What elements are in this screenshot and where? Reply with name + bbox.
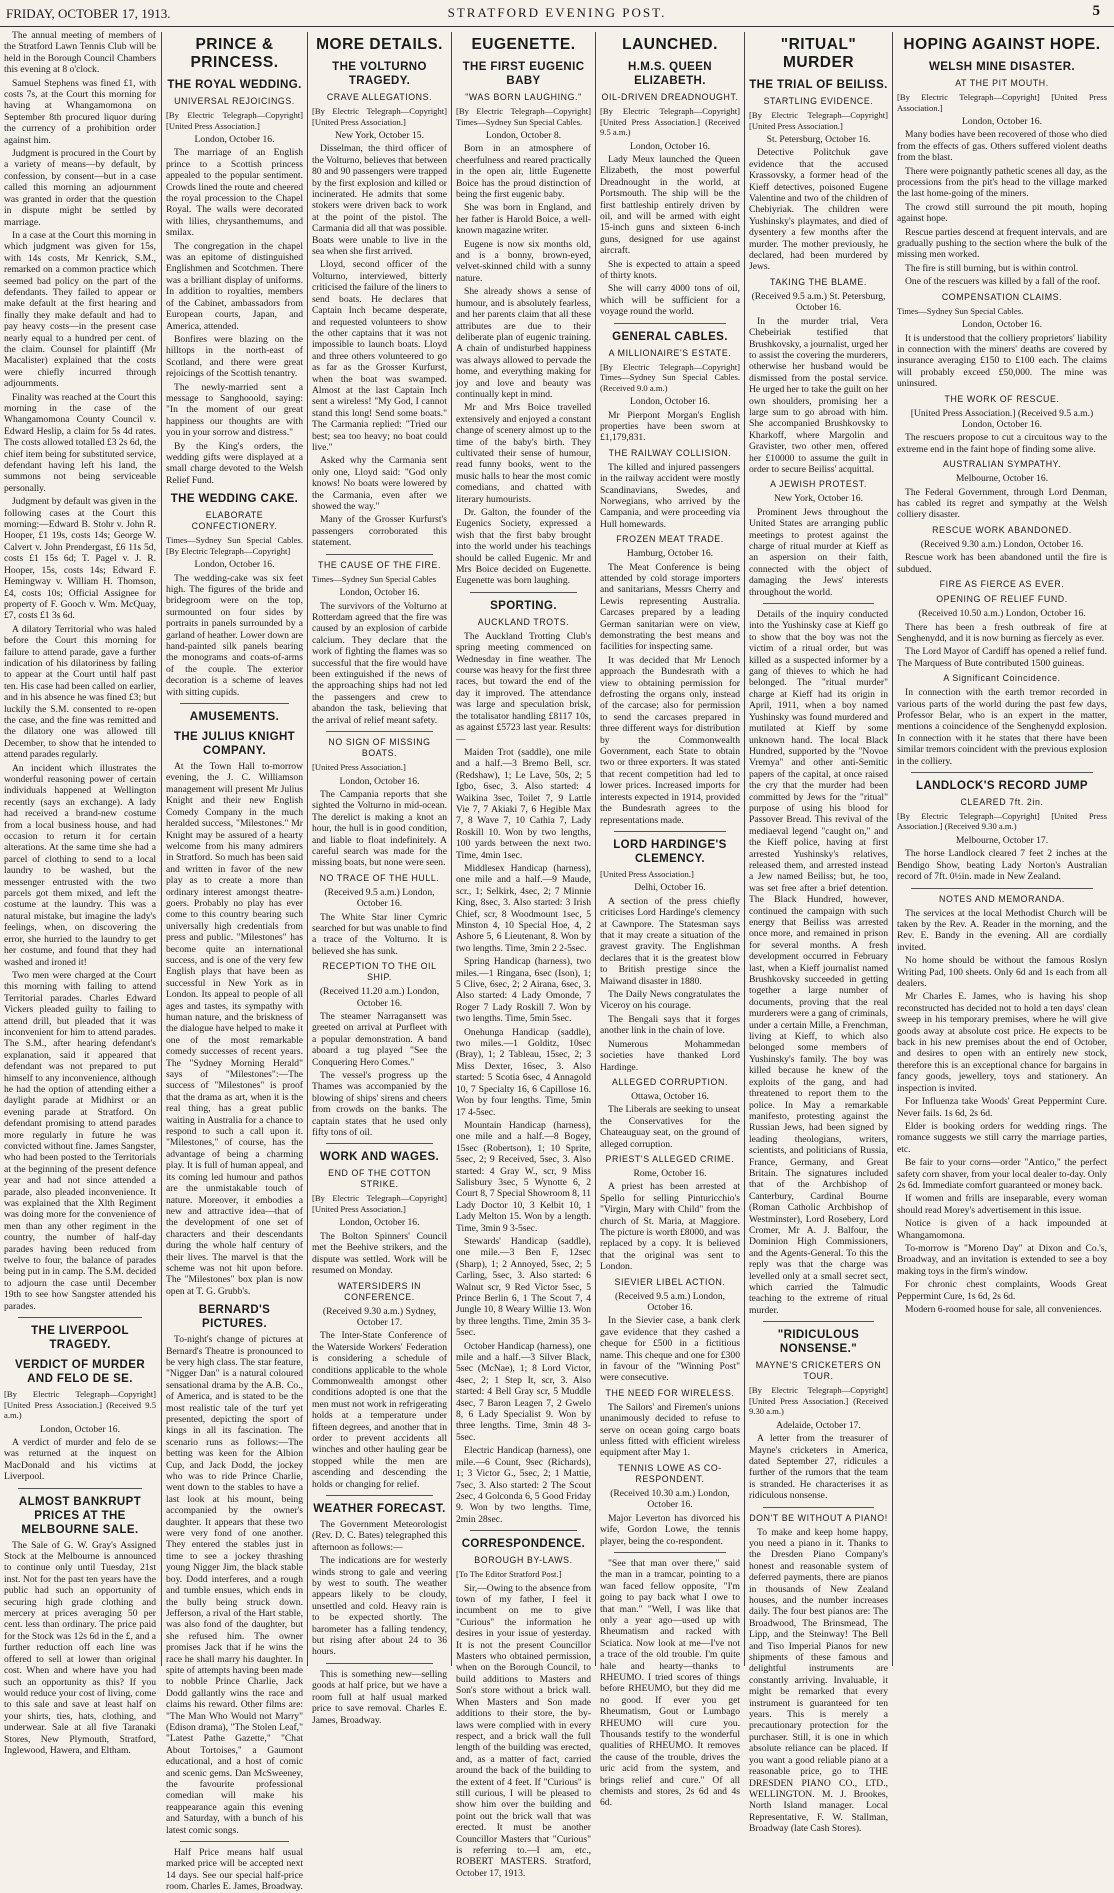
subheading-small: AUCKLAND TROTS. <box>477 616 570 627</box>
paragraph: Stewards' Handicap (saddle), one mile.—3 Ben F, 12sec (Sharp), 1; 2 Annoyed, 5sec, 2; 5 Carling, 5sec, 3. Also started: 6 Walnut scr, 9 Red Victor 5sec, 5 Prince Berlin 6, 1 The Scout 7, 4 Jungle 10, 8 Weary Willie 13. Won by three lengths. Time, 2min 35 3-5sec. <box>456 1235 591 1339</box>
dateline: Melbourne, October 16. <box>955 473 1049 485</box>
paragraph: The killed and injured passengers in the railway accident were mostly Scandinavians, Swedes, and Norwegians, who arrived by the Campania, and were proceeding via Hull homewards. <box>600 461 740 530</box>
paragraph: Mr Charles E. James, who is having his shop reconstructed has decided not to hold a ten days' clean sweep in his temporary premises, where he will give goods away at absolute cost price. He expects to be back in his new premises about the end of October, and desires to open with an entirely new stock, therefore this is an exceptional chance for bargains in fancy goods, jewellery, toys and stationery. An inspection is invited. <box>897 991 1107 1094</box>
subheading-small: STARTLING EVIDENCE. <box>763 96 874 106</box>
section-heading: SPORTING. <box>490 599 557 612</box>
column-3 <box>308 30 451 1726</box>
paragraph: The Lord Mayor of Cardiff has opened a relief fund. The Marquess of Bute contributed 1500 guineas. <box>897 646 1107 669</box>
paragraph: For chronic chest complaints, Woods Great Peppermint Cure, 1s 6d, 2s 6d. <box>897 1279 1107 1302</box>
subheading-small: END OF THE COTTON STRIKE. <box>328 1168 431 1190</box>
column-1 <box>0 30 160 1756</box>
dateline: London, October 16. <box>40 1423 120 1435</box>
paragraph: For Influenza take Woods' Great Peppermint Cure. Never fails. 1s 6d, 2s 6d. <box>897 1096 1107 1119</box>
cable-credit: [By Electric Telegraph—Copyright] [United Press Association.] (Received 9.30 a.m.) <box>897 810 1107 832</box>
page-number: 5 <box>1092 3 1100 19</box>
article-divider <box>911 888 1093 889</box>
subheading: THE FIRST EUGENIC BABY <box>462 61 585 87</box>
dateline: (Received 9.30 a.m.) London, October 16. <box>920 538 1084 550</box>
paragraph: The Inter-State Conference of the Waterside Workers' Federation is considering a schedule of conditions applicable to the whole Commonwealth amongst other conditions adopted is one that the men must not work in refrigerating holds at a temperature under fifteen degrees, and another that in order to prevent accidents all winches and other hauling gear be stopped while the men are ascending and descending the holds or changing for relief. <box>312 1330 447 1490</box>
paragraph: No home should be without the famous Roslyn Writing Pad, 100 sheets. Only 6d and 1s each from all dealers. <box>897 955 1107 990</box>
paragraph: A letter from the treasurer of Mayne's cricketers in America, dated September 27, ridicules a further of the rumors that the team is stranded. He characterises it as ridiculous nonsense. <box>749 1433 888 1502</box>
paragraph: The rescuers propose to cut a circuitous way to the extreme end in the faint hope of finding some alive. <box>897 432 1107 455</box>
cable-credit: [By Electric Telegraph—Copyright] Times—Sydney Sun Special Cables. (Received 9.0 a.m.) <box>600 361 740 393</box>
paragraph: The Auckland Trotting Club's spring meeting commenced on Wednesday in fine weather. The course was heavy for the first three races, but toward the end of the day it improved. The attendance was large and speculation brisk, the totalisator handling £8117 10s, as against £5723 last year. Results:— <box>456 630 591 745</box>
paragraph: The Sale of G. W. Gray's Assigned Stock at the Melbourne is announced to continue only until Tuesday, 21st inst. Not for the past ten years have the public had such an opportunity of securing high grade clothing and mercery at prices averaging 50 per cent. less than ordinary. The price paid for the Stock was 12s 6d in the £, and a further reduction off each line was offered to sell at lower than original cost. When and where have you had such an opportunity as this? If you would reduce your cost of living, come to this sale and save at least half on your shirts, ties, hats, clothing, and underwear. Sale at all five Taranaki Stores, New Plymouth, Stratford, Inglewood, Hawera, and Eltham. <box>4 1539 156 1756</box>
subheading-small: THE CAUSE OF THE FIRE. <box>317 559 441 570</box>
subheading-small: CLEARED 7ft. 2in. <box>960 796 1044 807</box>
paragraph: The Bolton Spinners' Council met the Beehive strikers, and the dispute was settled. Work will be resumed on Monday. <box>312 1230 447 1277</box>
column-rule <box>892 32 893 1666</box>
article-divider <box>326 731 433 732</box>
subheading: LORD HARDINGE'S CLEMENCY. <box>613 838 727 865</box>
cable-credit: [By Electric Telegraph—Copyright] [United Press Association.] <box>312 106 447 127</box>
paragraph: Dr. Galton, the founder of the Eugenics Society, expressed a wish that the first baby brought into the world under his teachings should be called Eugenic. Mr and Mrs Boice decided on Eugenette. Eugenette was born laughing. <box>456 507 591 587</box>
paragraph: Onehunga Handicap (saddle), two miles.—1 Golditz, 10sec (Bray), 1; 2 Tableau, 15sec, 2; 3 Miss Dexter, 16sec, 3. Also started: 5 Scotia 6sec, 4 Annagold 10, 7 Specialty 16, 6 Capillose 16. Won by four lengths. Time, 5min 17 4-5sec. <box>456 1026 591 1118</box>
paragraph: She was born in England, and her father is Harold Boice, a well-known magazine writer. <box>456 202 591 237</box>
dateline: London, October 16. <box>339 1217 420 1229</box>
subheading-small: NO TRACE OF THE HULL. <box>319 872 440 883</box>
subheading-small: AT THE PIT MOUTH. <box>955 78 1049 88</box>
headline: "RITUAL" MURDER <box>780 36 857 71</box>
paragraph: Prominent Jews throughout the United States are arranging public meetings to protest against the charge of ritual murder at Kieff as an aspersion on their faith, connected with the object of damaging the Jews' interests throughout the world. <box>749 506 888 598</box>
paragraph: In the murder trial, Vera Chebeiriak testified that Brushkovsky, a journalist, urged her to assist the covering the murderers, otherwise her husband would be dismissed from the postal service. He urged her to take the guilt on her own shoulders, promising her a large sum to go abroad with him. She accompanied Brushkovsky to Kharkoff, where Margolin and Gravister, two other men, offered her £10000 to assume the guilt in order to secure Beiliss' acquittal. <box>749 315 888 475</box>
article-divider <box>326 1143 433 1144</box>
paragraph: Mountain Handicap (harness), one mile and a half.—8 Bogey, 15sec (Robertson), 1; 10 Sprite, 5sec, 2; 9 Received, 5sec, 3. Also started: 4 Gray W., scr, 9 Miss Salisbury 3sec, 5 Wynotte 6, 2 Court 8, 7 Special Showroom 8, 11 Lady Doctor 10, 3 Kelbit 10, 1 Lady Melton 15. Won by a length. Time, 3min 9 3-5sec. <box>456 1119 592 1234</box>
cable-credit: [United Press Association.] <box>312 762 406 772</box>
article-divider <box>763 603 874 604</box>
article-divider <box>763 1321 874 1322</box>
dateline: Ottawa, October 16. <box>631 1090 709 1102</box>
section-heading: THE ROYAL WEDDING. <box>167 79 302 91</box>
paragraph: It is understood that the colliery proprietors' liability in connection with the miners' deaths are covered by insurance averaging £150 to £100 each. The claims will probably exceed £50,000. The mine was uninsured. <box>897 332 1107 390</box>
dateline: (Received 9.5 a.m.) St. Petersburg, October 16. <box>751 290 886 314</box>
article-divider <box>326 554 433 555</box>
paragraph: In the Sievier case, a bank clerk gave evidence that they cashed a cheque for £500 in a fictitious name. This cheque and one for £300 in favour of the "Winning Post" were consecutive. <box>600 1315 740 1384</box>
paragraph: The annual meeting of members of the Stratford Lawn Tennis Club will be held in the Borough Council Chambers this evening at 8 o'clock. <box>4 30 156 76</box>
paragraph: The vessel's progress up the Thames was accompanied by the blowing of ships' sirens and cheers from crowds on the banks. The captain states that he used only fifty tons of oil. <box>312 1070 447 1139</box>
paragraph: Judgment is procured in the Court by a variety of means—by default, by confession, by consent—but in a case called this morning an adjournment was granted in order that the question in dispute might be settled by marriage. <box>4 148 156 228</box>
dateline: Delhi, October 16. <box>634 882 706 894</box>
paragraph: Rescue work has been abandoned until the fire is subdued. <box>897 552 1107 575</box>
paragraph: Judgment by default was given in the following cases at the Court this morning:—Edward B. Stohr v. John R. Hooper, £1 19s, costs 14s; George W. Calvert v. John Prendergast, £6 11s 5d, costs £1 15s 6d; T. Pagel v. J. R. Hooper, 15s, costs 14s; Edward F. Hemingway v. William H. Thomson, £4, costs 10s; Official Assignee for property of F. Gooch v. Wm. McQuay, £7, costs £1 3s 6d. <box>4 496 156 622</box>
paragraph: There has been a fresh outbreak of fire at Senghenydd, and it is now burning as fiercely as ever. <box>897 621 1107 644</box>
paragraph: The horse Landlock cleared 7 feet 2 inches at the Bendigo Show, beating Lady Norton's Australian record of 7ft. 0½in. made in New Zealand. <box>897 848 1107 883</box>
article-divider <box>326 1663 433 1664</box>
subheading-small: COMPENSATION CLAIMS. <box>941 291 1063 302</box>
paragraph: There were poignantly pathetic scenes all day, as the processions from the pit's head to the village marked the last home-going of the miners. <box>897 165 1107 200</box>
paragraph: She already shows a sense of humour, and is absolutely fearless, and her parents claim that all these attributes are due to their deliberate plan of eugenic training. A chain of undisturbed happiness was always allowed to pervade the home, and everything making for joy and love and beauty was continually kept in mind. <box>456 286 591 400</box>
subheading: WELSH MINE DISASTER. <box>928 61 1075 73</box>
dateline: (Received 11.20 a.m.) London, October 16. <box>319 986 440 1009</box>
section-heading: WEATHER FORECAST. <box>313 1503 446 1515</box>
subheading-small: OIL-DRIVEN DREADNOUGHT. <box>601 92 739 102</box>
dateline: London, October 16. <box>339 775 420 787</box>
paragraph: Asked why the Carmania sent only one, Lloyd said: "God only knows! No boats were lowered by the Carmania, even after we showed the way." <box>312 455 447 512</box>
cable-credit: [By Electric Telegraph—Copyright] [United Press Association.] (Received 9.5 a.m.) <box>4 1389 156 1421</box>
cable-credit: Times—Sydney Sun Special Cables. [By Electric Telegraph—Copyright] <box>166 535 303 556</box>
headline: EUGENETTE. <box>471 36 576 53</box>
paragraph: The crowd still surround the pit mouth, hoping against hope. <box>897 201 1107 225</box>
paragraph: Electric Handicap (harness), one mile.—6 Count, 9sec (Richards), 1; 3 Victor G., 5sec, 2; 1 Mattie, 7sec, 3. Also started: 2 The Scout 2sec, 4 Golconda 6, 5 Good Friday 9. Won by two lengths. Time, 2min 28sec. <box>456 1445 591 1525</box>
subheading-small: A Significant Coincidence. <box>943 673 1061 684</box>
paragraph: Elder is booking orders for wedding rings. The romance suggests we still carry the marriage parties, etc. <box>897 1120 1107 1155</box>
cable-credit: Times—Sydney Sun Special Cables <box>312 573 437 584</box>
subheading-small: NO SIGN OF MISSING BOATS. <box>328 737 431 758</box>
column-2 <box>162 30 307 1893</box>
subheading: BERNARD'S PICTURES. <box>198 1304 271 1331</box>
subheading-small: SIEVIER LIBEL ACTION. <box>614 1276 726 1287</box>
paragraph: Lloyd, second officer of the Volturno, interviewed, bitterly criticised the failure of the liners to send boats. He declares that Captain Inch became desperate, and requested volunteers to show the other captains that it was not impossible to launch boats. Lloyd and three others volunteered to go as far as the Grosser Kurfurst, when the boat was swamped. Almost at the last Captain Inch sent a wireless! "My God, I cannot stand this long! Send some boats." The Carmania replied: "Tried our best; sea too heavy; no boat could live." <box>312 259 447 453</box>
subheading: THE WEDDING CAKE. <box>170 493 299 506</box>
subheading-small: TAKING THE BLAME. <box>770 276 867 287</box>
paragraph: Bonfires were blazing on the hilltops in the north-east of Scotland, and there were great rejoicings of the Scottish tenantry. <box>166 333 303 380</box>
subheading-small: THE WORK OF RESCUE. <box>944 393 1060 404</box>
cable-credit: [By Electric Telegraph—Copyright] [United Press Association.] (Received 9.30 a.m.) <box>749 1385 888 1417</box>
subheading-small: THE NEED FOR WIRELESS. <box>605 1387 735 1398</box>
headline: LAUNCHED. <box>622 36 718 53</box>
paragraph: Numerous Mohammedan societies have thanked Lord Hardinge. <box>600 1038 740 1073</box>
newspaper-title: STRATFORD EVENING POST. <box>447 5 667 20</box>
subheading-small: BOROUGH BY-LAWS. <box>474 1555 573 1566</box>
paragraph: In connection with the earth tremor recorded in various parts of the world during the past few days, Professor Belar, who is an expert in the matter, mentions a coincidence of the Senghenydd explosion. In connection with it he states that there have been similar tremors coincident with the previous explosion in the colliery. <box>897 687 1107 767</box>
column-rule <box>451 32 452 1666</box>
issue-date: FRIDAY, OCTOBER 17, 1913. <box>6 6 171 21</box>
paragraph: An incident which illustrates the wonderful reasoning power of certain individuals happened at Wellington recently (says an exchange). A lady had received a brand-new costume from a local business house, and had occasion to return it for certain alterations. At the same time she had a parcel of clothing to send to a local laundry to be washed, but the messenger entrusted with the two parcels got them mixed, and left the costume at the laundry. This was a natural mistake, but imagine the lady's feelings, when, on discovering the error, she hurried to the laundry to get her costume, and found that they had washed and ironed it! <box>4 762 156 968</box>
paragraph: To-night's change of pictures at Bernard's Theatre is pronounced to be very high class. The star feature, "Nigger Dan" is a natural coloured sensational drama by the A.B. Co., of America, and is stated to be the most realistic tale of the turf yet presented, depicting the sport of kings in all its fascination. The scenario runs as follows:—The betting was keen for the Albion Cup, and Jack Dodd, the jockey who was to ride Prince Charlie, went down to the stables to have a last look at his mount, being accompanied by the owner's daughter. It appears that these two were very fond of one another. They entered the stables just in time to see a jockey thrashing young Nigger Jim, the black stable boy. Dodd interferes, and a rough and tumble ensues, which ends in the bully being struck down. Jefferson, a rival of the Hart stable, was also fond of the daughter, but she refused him. The owner promises Jack that if he wins the race he shall marry his daughter. In spite of attempts having been made to nobble Prince Charlie, Jack Dodd gallantly wins the race and claims his reward. Other films are: "The Man Who Would not Marry" (Edison drama), "The Stolen Leaf," "Latest Pathe Gazette," "Chat About Tortoises," a Gaumont educational, and a host of comic and scenic gems. Dan McSweeney, the favourite professional comedian will make his reappearance again this evening and Saturday, with a bunch of his latest comic songs. <box>166 1334 303 1836</box>
dateline: London, October 16. <box>339 587 420 599</box>
dateline: Rome, October 16. <box>633 1167 707 1179</box>
subheading-small: DON'T BE WITHOUT A PIANO! <box>749 1512 888 1523</box>
paragraph: The Liberals are seeking to unseat the Conservatives for the Chateauguay seat, on the ground of alleged corruption. <box>600 1104 740 1150</box>
dateline: New York, October 16. <box>774 493 863 505</box>
paragraph: The Federal Government, through Lord Denman, has cabled its regret and sympathy at the Welsh colliery disaster. <box>897 486 1107 521</box>
cable-credit: Times—Sydney Sun Special Cables. <box>897 305 1024 316</box>
dateline: (Received 10.30 a.m.) London, October 16. <box>610 1487 730 1511</box>
subheading: THE VOLTURNO TRAGEDY. <box>332 61 427 87</box>
paragraph: If women and frills are inseparable, every woman should read Morey's advertisement in this issue. <box>897 1193 1107 1216</box>
article-divider <box>326 1495 433 1496</box>
paragraph: The survivors of the Volturno at Rotterdam agreed that the fire was caused by an explosion of carbide calcium. They declare that the work of fighting the flames was so successful that the fire would have been extinguished if the news of the approaching ships had not led the passengers and crew to abandon the task, believing that the arrival of relief meant safety. <box>312 600 447 726</box>
subheading-small: "WAS BORN LAUGHING." <box>465 92 582 102</box>
dateline: Melbourne, October 17. <box>955 834 1049 846</box>
dateline: (Received 9.5 a.m.) London, October 16. <box>614 1290 726 1313</box>
cable-credit: [By Electric Telegraph—Copyright] [United Press Association.] <box>312 1193 447 1214</box>
paragraph: Detective Politchuk gave evidence that the accused Krassovsky, a former head of the Kieff detectives, poisoned Eugene Valentine and two of the children of Chebiyriak. The children were Yushinsky's playmates, and died of dysentery a few months after the murder. The mother previously, he declared, had been murdered by Jews. <box>749 147 888 273</box>
paragraph: Lady Meux launched the Queen Elizabeth, the most powerful Dreadnought in the world, at Portsmouth. The ship will be the first battleship entirely driven by oil, and will be armed with eight 15-inch guns and sixteen 6-inch guns, designed for use against aircraft. <box>600 153 740 257</box>
section-heading: WORK AND WAGES. <box>319 1151 440 1164</box>
paragraph: A section of the press chiefly criticises Lord Hardinge's clemency at Cawnpore. The Statesman says that it may create a situation of the gravest gravity. The Englishman declares that it is the greatest blow to British prestige since the Maiwand disaster in 1880. <box>600 895 740 987</box>
column-rule <box>161 32 162 1666</box>
dateline: [United Press Association.] (Received 9.5 a.m.) London, October 16. <box>910 407 1094 431</box>
paragraph: Major Leverton has divorced his wife, Gordon Lowe, the tennis player, being the co-respondent. <box>600 1512 740 1547</box>
paragraph: To-morrow is "Moreno Day" at Dixon and Co.'s, Broadway, and an invitation is extended to see a boy making toys in the firm's window. <box>897 1242 1107 1277</box>
paragraph: She will carry 4000 tons of oil, which will be sufficient for a voyage round the world. <box>600 283 740 318</box>
dateline: (Received 10.50 a.m.) London, October 16. <box>918 608 1086 620</box>
subheading: THE TRIAL OF BEILISS. <box>749 79 888 91</box>
paragraph: The congregation in the chapel was an epitome of distinguished Englishmen and Scotchmen. There was a brilliant display of uniforms. In addition to royalties, members of the Cabinet, ambassadors from European courts, Japan, and America, attended. <box>166 240 303 332</box>
column-4 <box>452 30 595 1879</box>
article-divider <box>180 1841 289 1842</box>
paragraph: The Bengali says that it forges another link in the chain of love. <box>600 1013 740 1037</box>
column-rule <box>595 32 596 1666</box>
subheading: GENERAL CABLES. <box>612 330 728 343</box>
article-divider <box>763 1507 874 1508</box>
dateline: London, October 16. <box>630 140 710 152</box>
paragraph: Spring Handicap (harness), two miles.—1 Ringana, 6sec (Ison), 1; 5 Clive, 6sec, 2; 2 Airana, 6sec, 3. Also started: 4 Lady Omonde, 7 Roger 7 Lady Roskill 7. Won by two lengths. Time, 5min 5sec. <box>456 956 591 1025</box>
paragraph: Modern 6-roomed house for sale, all conveniences. <box>905 1304 1102 1315</box>
dateline: (Received 9.5 a.m.) London, October 16. <box>324 886 435 910</box>
paragraph: October Handicap (harness), one mile and a half.—3 Silver Black, 5sec (McNae), 1; 8 Lord Victor, 4sec, 2; 1 Step It, scr, 3. Also started: 4 Bell Gray scr, 5 Muddle 4sec, 7 Baron Leagen 7, 2 Gwelo 8, 6 Lady Specialist 9. Won by three lengths. Time, 3min 48 3-5sec. <box>456 1340 591 1443</box>
subheading-small: OPENING OF RELIEF FUND. <box>936 594 1068 605</box>
paragraph: Many bodies have been recovered of those who died from the effects of gas. Others suffered violent deaths from the blast. <box>897 129 1107 164</box>
column-5 <box>596 30 744 1809</box>
headline: PRINCE & PRINCESS. <box>190 36 279 71</box>
paragraph: It was decided that Mr Lenoch approach the Bundesrath with a view to obtaining permission for defrosting the organs only, instead of the carcase; also for permission to send the carcases prepared in three different ways for distribution by the Commonwealth Government, each State to obtain two or three exporters. It was stated that recent competition had led to lower prices. Increased imports for interests expected in 1914, provided the Bundesrath agrees to the representations made. <box>600 654 740 826</box>
paragraph: The marriage of an English prince to a Scottish princess appealed to the popular sentiment. Crowds lined the route and cheered the royal procession to the Chapel Royal. The walls were decorated with lilies, chrysanthemums, and smilax. <box>166 147 303 239</box>
paragraph: Details of the inquiry conducted into the Yushinsky case at Kieff go to show that the boy was not the victim of a ritual order, but was killed as a suspected informer by a gang of thieves to which he had belonged. The "ritual murder" charge at Kieff had its origin in April, 1911, when a boy named Yushinsky was found murdered and mutilated at Kieff by some unknown hand. The local Black Hundred, supported by the "Novoe Vremya" and other anti-Semitic papers of the capital, at once raised the cry that the murder had been committed by Jews for the "ritual" purpose of using his blood for Passover Bread. This revival of the mediaeval legend "caught on," and the Kieff police, having at first arrested Yushinsky's relatives, released them, and arrested instead a Jew named Beiliss; but, he too, was set free after a brief detention. The Black Hundred, however, continued the campaign with such energy that Beiliss was arrested once more, and remained in prison for several months. A fresh development occurred in February last, when a Kieff journalist named Brushkovsky succeeded in getting together a large number of documents, proving that the real murderers were a gang of criminals, under a certain Mille, a Frenchman, living at Kieff, to which also belonged some members of Yushinsky's family. The boy was killed because he knew of the exploits of the gang, and had threatened to report them to the police. In May a remarkable manifesto, protesting against the Russian Jews, had been signed by leading theologians, writers, scientists, and politicians of Russia, France, Germany, and Great Britain. The signatures included that of the Archbishop of Canterbury, Cardinal Bourne (Roman Catholic Archbishop of Westminster), Lord Rosebery, Lord Cromer, Mr A. J. Balfour, the Dominion High Commissioners, and the Agents-General. To this the reply was that the charge was levelled only at a small secret sect, which carried the Talmudic teaching to the extreme of ritual murder. <box>749 609 888 1316</box>
paragraph: The Government Meteorologist (Rev. D. C. Bates) telegraphed this afternoon as follows:— <box>312 1519 447 1553</box>
article-divider <box>911 772 1093 773</box>
cable-credit: [By Electric Telegraph—Copyright] [United Press Association.] (Received 9.5 a.m.) <box>600 106 740 137</box>
paragraph: The indications are for westerly winds strong to gale and veering by west to south. The weather appears likely to be cloudy, unsettled and cold. Heavy rain is to be expected shortly. The barometer has a falling tendency, but rising after about 24 to 36 hours. <box>312 1555 447 1658</box>
dateline: London, October 16. <box>962 319 1042 331</box>
subheading-small: AUSTRALIAN SYMPATHY. <box>942 459 1062 470</box>
paragraph: Mr Pierpont Morgan's English properties have been sworn at £1,179,831. <box>600 409 740 444</box>
paragraph: The Daily News congratulates the Viceroy on his courage. <box>600 989 740 1012</box>
subheading-small: UNIVERSAL REJOICINGS. <box>174 96 295 106</box>
subheading: VERDICT OF MURDER AND FELO DE SE. <box>14 1359 146 1386</box>
subheading-small: A JEWISH PROTEST. <box>770 479 867 490</box>
paragraph: Rescue parties descend at frequent intervals, and are gradually pushing to the section where the bulk of the missing men worked. <box>897 226 1107 261</box>
paragraph: At the Town Hall to-morrow evening, the J. C. Williamson management will present Mr Julius Knight and their new English Comedy Company in the much heralded success, "Milestones." Mr Knight may be assured of a hearty welcome from his many admirers in Stratford. So much has been said and written in favor of the new play as to create a more than ordinary interest amongst theatre-goers. Probably no play has ever come to this country bearing such universally high credentials from press and public. "Milestones" has become quite an international success, and is one of the very few English plays that have been as successful in New York as in London. Its appeal to people of all ages and tastes, its sympathy with human nature, and the briskness of the dialogue have helped to make it one of the most remarkable comedy successes of recent years. The "Sydney Morning Herald" says of "Milestones":—The success of "Milestones" is proof that the drama as art, when it is the real thing, has a great public waiting in Australia for a chance to respond to such a call upon it. "Milestones," of course, has the advantage of being a charming play. It is full of human appeal, and its coming led humour and pathos are the unmistakable touch of nature. Moreover, it embodies a new and attractive idea—that of the development of one set of characters and their descendants during the whole half century of their lives. The marvel is that the scheme was not hit upon before. The "Milestones" box plan is now open at T. G. Grubb's. <box>166 761 303 1297</box>
paragraph: Half Price means half usual marked price will be accepted next 14 days. See our special half-price room. Charles E. James, Broadway. <box>166 1847 303 1893</box>
paragraph: Born in an atmosphere of cheerfulness and reared practically in the open air, little Eugenette Boice has the proud distinction of being the first eugenic baby. <box>456 143 591 201</box>
article-divider <box>470 1530 577 1531</box>
dateline: London, October 16. <box>962 116 1042 127</box>
dateline: London, October 16. <box>194 134 275 145</box>
subheading-small: RECEPTION TO THE OIL SHIP. <box>322 961 437 983</box>
paragraph: Two men were charged at the Court this morning with failing to attend Territorial parades. Charles Edward Vickers pleaded guilty to failing to attend drill, but pleaded that it was inconvenient for him to attend parades. The S.M., after hearing defendant's explanation, said it appeared that defendant was not prepared to put himself to any inconvenience, although he had the option of attending either a daylight parade at Midhirst or an evening parade at Stratford. On defendant promising to attend parades more regularly in future he was convicted without fine. James Sangster, who had been posted to the Territorials at the beginning of the present defence year and had not since attended a parade, also pleaded inconvenience. It was explained that the Xlth Regiment was doing more for the convenience of men than any other regiment in the country, the number of half-day parades having been reduced from twelve to four, the balance of parades being put in in camp. The S.M. decided to adjourn the case until December 19th to see how Sangster attended his parades. <box>4 969 157 1312</box>
subheading-small: CRAVE ALLEGATIONS. <box>326 92 433 102</box>
subheading-small: A MILLIONAIRE'S ESTATE. <box>608 347 732 358</box>
paragraph: Middlesex Handicap (harness), one mile and a half.—9 Maude, scr., 1; Selkirk, 4sec, 2; 7 Minnie King, 8sec, 3. Also started: 3 Irish Chief, scr, 8 Woodmount 1sec, 5 Minston 4, 10 Special Hoe, 4, 2 Ashore 5, 6 Lieutenant, 8. Won by two lengths. Time, 3min 2 2-5sec. <box>456 862 591 954</box>
section-heading: THE LIVERPOOL TRAGEDY. <box>31 1325 129 1352</box>
article-divider <box>614 323 726 324</box>
cable-credit: [To The Editor Stratford Post.] <box>456 1569 562 1580</box>
column-rule <box>744 32 745 1666</box>
article-divider <box>18 1488 142 1489</box>
subheading-small: WATERSIDERS IN CONFERENCE. <box>337 1280 422 1302</box>
subheading-small: RESCUE WORK ABANDONED. <box>932 524 1072 535</box>
article-divider <box>614 1552 726 1553</box>
subheading-small: NOTES AND MEMORANDA. <box>939 893 1065 904</box>
subheading-small: FIRE AS FIERCE AS EVER. <box>939 579 1065 590</box>
paragraph: The Meat Conference is being attended by cold storage importers and sanitarians, Messrs Cherry and Lewis representing Australia. Carcases prepared by a leading German sanitarian were on view, demonstrating the best means and facilities for inspecting same. <box>600 561 740 653</box>
subheading-small: MAYNE'S CRICKETERS ON TOUR. <box>755 1360 882 1382</box>
section-heading: AMUSEMENTS. <box>189 711 280 724</box>
cable-credit: [By Electric Telegraph—Copyright] [United Press Association.] <box>897 92 1107 113</box>
paragraph: The fire is still burning, but is within control. <box>905 262 1079 274</box>
paragraph: Mr and Mrs Boice travelled extensively and enjoyed a constant change of scenery almost up to the time of the baby's birth. They cultivated their sense of humour, read funny books, went to the music halls to hear the most comic comedians, and chatted with literary humourists. <box>456 402 591 505</box>
subheading: ALMOST BANKRUPT PRICES AT THE MELBOURNE SALE. <box>18 1495 142 1536</box>
column-6 <box>745 30 892 1835</box>
paragraph: The wedding-cake was six feet high. The figures of the bride and bridegroom were on the top, surmounted on four sides by portraits in panels surrounded by a garland of heather. Lower down are hand-painted silk panels bearing the monograms and coats-of-arms of the couple. The exterior decoration is a scheme of leaves with sitting cupids. <box>166 572 303 698</box>
paragraph: Sir,—Owing to the absence from town of my father, I feel it incumbent on me to give "Curious" the information he desires in your issue of yesterday. It is not the present Councillor Masters who obtained permission, when on the Borough Council, to build additions to Masters and Son's store without a brick wall. When Masters and Son made additions to their store, the by-laws were complied with in every respect, and a brick wall the full length of the building was erected, and, as a matter of fact, carried around the back of the building to the extent of 4 feet. If "Curious" is still curious, I will be pleased to show him over the building and point out the brick wall that was erected. It must be another Councillor Masters that "Curious" is referring to.—I am, etc., ROBERT MASTERS. Stratford, October 17, 1913. <box>456 1582 591 1879</box>
dateline: New York, October 15. <box>335 130 424 141</box>
paragraph: Many of the Grosser Kurfurst's passengers corroborated this statement. <box>312 514 447 549</box>
paragraph: Disselman, the third officer of the Volturno, believes that between 80 and 90 passengers were trapped by the first explosion and killed or incinerated. He admits that some stokers were driven back to work at the point of the pistol. The Carmania did all that was possible. Boats were unable to live in the sea when she first arrived. <box>312 143 447 258</box>
paragraph: To make and keep home happy, you need a piano in it. Thanks to the Dresden Piano Company's honest and reasonable system of deferred payments, there are pianos in thousands of New Zealand houses, and the number increases daily. The four best pianos are: The Broadwood, The Brinsmead, The Lipp, and the Steinway! The Bell and Tiso Imperial Pianos for new shipments of these famous and delightful instruments are constantly arriving. Invaluable, it might be remarked that every instrument is guaranteed for ten years. This is merely a precautionary protection for the purchaser. Still, it is one in which absolute reliance can be placed. If you want a good reliable piano at a reasonable price, go to THE DRESDEN PIANO CO., LTD., WELLINGTON. M. J. Brookes, North Island manager. Local Representative, F. W. Stallman, Broadway (late Cash Stores). <box>749 1526 888 1835</box>
paragraph: The White Star liner Cymric searched for but was unable to find a trace of the Volturno. It is believed she has sunk. <box>312 911 447 957</box>
subheading-small: THE RAILWAY COLLISION. <box>608 447 732 458</box>
headline: HOPING AGAINST HOPE. <box>903 36 1101 53</box>
subheading: H.M.S. QUEEN ELIZABETH. <box>627 61 713 87</box>
dateline: London, October 16. <box>630 396 710 408</box>
paragraph: "See that man over there," said the man in a tramcar, pointing to a wan faced fellow opposite, "I'm going to pay back what I owe to that man." "Well, I was like that only a year ago—used up with Rheumatism and racked with Sciatica. Now look at me—I've not a trace of the old trouble. I'm quite hale and hearty—thanks to RHEUMO. I tried scores of things before RHEUMO, but they did me no good. If ever you get Rheumatism, Gout or Lumbago RHEUMO will cure you. Thousands testify to the wonderful qualities of RHEUMO. It removes the cause of the trouble, drives the uric acid from the system, and brings relief and cure." Of all chemists and stores, 2s 6d and 4s 6d. <box>600 1557 740 1809</box>
article-divider <box>180 703 289 704</box>
article-divider <box>614 831 726 832</box>
masthead <box>0 0 1114 27</box>
article-divider <box>470 592 577 593</box>
dateline: London, October 8. <box>485 130 562 141</box>
paragraph: The newly-married sent a message to Sanghooold, saying: "In the moment of our great happiness our thoughts are with you in your sorrow and distress." <box>166 381 303 439</box>
dateline: London, October 16. <box>194 559 275 571</box>
columns-area <box>0 30 1114 1893</box>
paragraph: The Campania reports that she sighted the Volturno in mid-ocean. The derelict is making a knot an hour, the hull is in good condition, and liable to float indefinitely. A careful search was made for the missing boats, but none were seen. <box>312 788 447 869</box>
cable-credit: [By Electric Telegraph—Copyright] [United Press Association.] <box>749 110 888 131</box>
dateline: St. Petersburg, October 16. <box>766 134 871 145</box>
subheading-small: ALLEGED CORRUPTION. <box>611 1076 728 1087</box>
paragraph: The steamer Narragansett was greeted on arrival at Purfleet with a popular demonstration. A band aboard a tug played "See the Conquering Hero Comes." <box>312 1011 447 1068</box>
paragraph: Finality was reached at the Court this morning in the case of the Whangamomona County Council v. Edward Heslip, a claim for 5s 4d rates. The costs allowed totalled £3 2s 6d, the chief item being for substituted service, defendant having left his land, the summons not being serviceable personally. <box>4 391 156 494</box>
dateline: Adelaide, October 17. <box>776 1419 861 1431</box>
paragraph: By the King's orders, the wedding gifts were displayed at a small charge devoted to the Welsh Relief Fund. <box>166 440 303 486</box>
paragraph: In a case at the Court this morning in which judgment was given for 15s, with 14s costs, Mr Kenrick, S.M., remarked on a common practice which seemed bad policy on the part of the defendants. They failed to appear or make default at the first hearing and finally they make default and had to pay heavy costs—in the present case nearly equal to a hundred per cent. of the claim. Counsel for plaintiff (Mr Macalister) explained that the costs were chiefly incurred through adjournments. <box>4 229 156 390</box>
column-rule <box>307 32 308 1666</box>
paragraph: Samuel Stephens was fined £1, with costs 7s, at the Court this morning for having at Whangamomona on September 8th procured liquor during the currency of a prohibition order against him. <box>4 77 156 146</box>
cable-credit: [By Electric Telegraph—Copyright] Times—Sydney Sun Special Cables. <box>456 106 591 127</box>
dateline: Hamburg, October 16. <box>626 548 714 560</box>
paragraph: She is expected to attain a speed of thirty knots. <box>600 258 740 281</box>
paragraph: A priest has been arrested at Spello for selling Pinturicchio's "Virgin, Mary with Child" from the church of St. Maria, at Maggiore. The picture is worth £8000, and was replaced by a copy. It is believed that the original was sent to London. <box>600 1181 740 1273</box>
cable-credit: [By Electric Telegraph—Copyright] [United Press Association.] <box>166 110 303 131</box>
paragraph: This is something new—selling goods at half price, but we have a room full at half usual marked price to save removal. Charles E. James, Broadway. <box>312 1668 447 1726</box>
subheading: LANDLOCK'S RECORD JUMP <box>916 779 1088 792</box>
section-heading: CORRESPONDENCE. <box>461 1538 586 1551</box>
paragraph: Notice is given of a hack impounded at Whangamomona. <box>897 1218 1107 1241</box>
subheading-small: PRIEST'S ALLEGED CRIME. <box>605 1153 735 1164</box>
article-divider <box>18 1317 142 1318</box>
paragraph: The services at the local Methodist Church will be taken by the Rev. A. Reader in the morning, and the Rev. E. Bandy in the evening. All are cordially invited. <box>897 907 1107 953</box>
column-7 <box>893 30 1111 1670</box>
cable-credit: [United Press Association.] <box>600 868 694 879</box>
dateline: (Received 9.30 a.m.) Sydney, October 17. <box>322 1305 437 1328</box>
paragraph: A verdict of murder and felo de se was returned at the inquest on MacDonald and his victims at Liverpool. <box>4 1437 156 1483</box>
subheading-small: TENNIS LOWE AS CO-RESPONDENT. <box>618 1462 722 1484</box>
subheading-small: ELABORATE CONFECTIONERY. <box>191 510 278 532</box>
paragraph: The Sailors' and Firemen's unions unanimously decided to refuse to serve on ocean going cargo boats unless fitted with efficient wireless equipment after May 1. <box>600 1401 740 1459</box>
paragraph: One of the rescuers was killed by a fall of the roof. <box>905 276 1101 288</box>
headline: MORE DETAILS. <box>316 36 443 53</box>
paragraph: A dilatory Territorial who was haled before the Court this morning for failure to attend parade, gave a further indication of his dilatoriness by failing to appear at the Court until half past ten. His case had been called on earlier, and in his absence he was fined £3; but luckily the S.M. consented to re-open the case, and the fine was remitted and the dilatory one was allowed till December, to show that he intended to attend parades regularly. <box>4 623 156 761</box>
subheading-small: FROZEN MEAT TRADE. <box>616 534 724 545</box>
paragraph: Maiden Trot (saddle), one mile and a half.—3 Bremo Bell, scr. (Redshaw), 1; Le Lave, 50s, 2; 5 Igbo, 6sec, 3. Also started: 4 Waikina 3sec, Toilet 7, 9 Lattle Vie 7, 7 Akiaki 7, 6 Hegible Max 7, 8 Wave 7, 10 Cathia 7, Lady Roskill 10. Won by two lengths, 100 yards between the next two. Time, 4min 1sec. <box>456 746 591 861</box>
paragraph: Eugene is now six months old, and is a bonny, brown-eyed, velvet-skinned child with a sunny nature. <box>456 238 591 284</box>
paragraph: Be fair to your corns—order "Antico," the perfect safety corn shaver, from your local dealer to-day. Only 2s 6d. Immediate comfort guaranteed or money back. <box>897 1157 1107 1191</box>
subheading: THE JULIUS KNIGHT COMPANY. <box>173 731 296 758</box>
subheading: "RIDICULOUS NONSENSE." <box>777 1329 860 1356</box>
